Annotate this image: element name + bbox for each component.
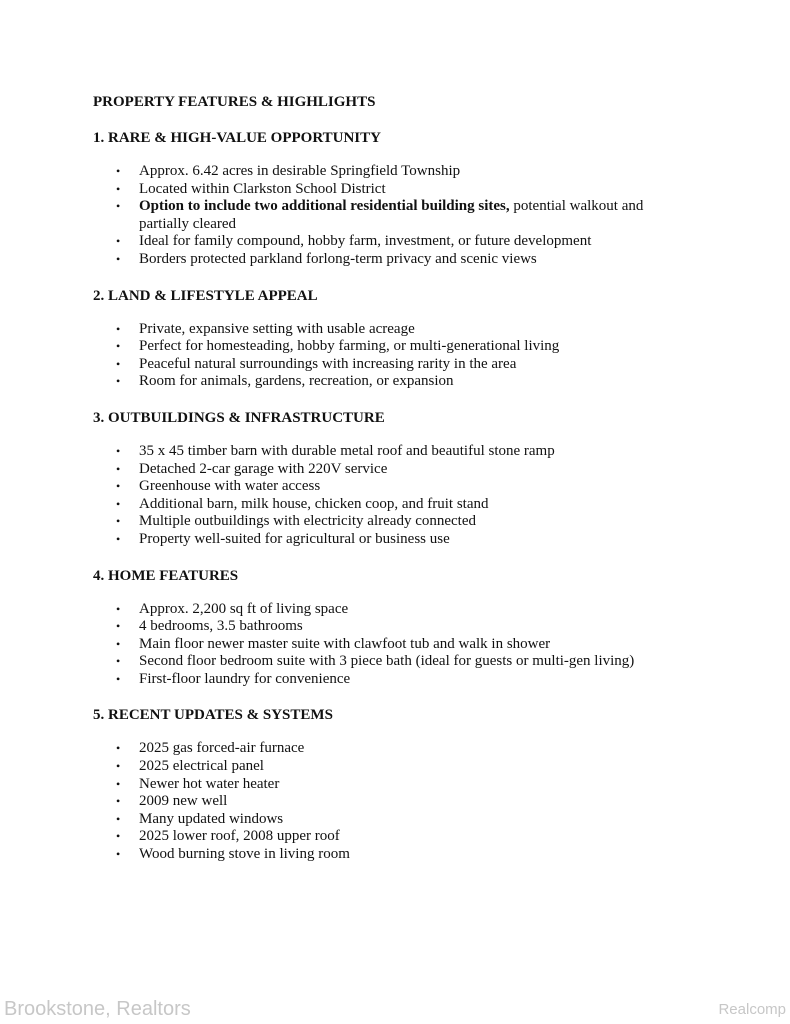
item-text: 2025 electrical panel — [139, 758, 264, 775]
brokerage-watermark: Brookstone, Realtors — [4, 998, 191, 1020]
source-watermark: Realcomp — [718, 1001, 786, 1018]
section-3 — [93, 408, 693, 549]
bullet-icon: • — [116, 811, 121, 826]
bullet-icon: • — [116, 461, 121, 476]
item-text: 35 x 45 timber barn with durable metal roof and beautiful stone ramp — [139, 442, 555, 459]
bullet-list — [93, 163, 693, 269]
section-heading: 5. RECENT UPDATES & SYSTEMS — [93, 707, 333, 724]
item-text: Wood burning stove in living room — [139, 846, 350, 863]
item-text: Peaceful natural surroundings with increasing rarity in the area — [139, 355, 517, 372]
list-item — [93, 443, 693, 461]
bullet-icon: • — [116, 199, 121, 214]
list-item — [93, 356, 693, 374]
list-item — [93, 636, 693, 654]
bullet-icon: • — [116, 164, 121, 178]
bullet-icon: • — [116, 181, 121, 196]
item-text: Many updated windows — [139, 810, 284, 827]
bullet-icon: • — [116, 234, 121, 249]
bullet-icon: • — [116, 759, 121, 774]
item-text: Additional barn, milk house, chicken coop, and fruit stand — [139, 495, 489, 512]
bullet-icon: • — [116, 776, 121, 791]
bullet-icon: • — [116, 339, 121, 354]
item-text: 4 bedrooms, 3.5 bathrooms — [139, 618, 303, 635]
item-text: Private, expansive setting with usable acreage — [139, 320, 415, 337]
item-text: Detached 2-car garage with 220V service — [139, 460, 388, 477]
item-text: Second floor bedroom suite with 3 piece bath (ideal for guests or multi-gen living) — [139, 653, 635, 670]
bullet-icon: • — [116, 531, 121, 546]
list-item — [93, 163, 693, 181]
bullet-icon: • — [116, 496, 121, 511]
bullet-icon: • — [116, 479, 121, 494]
list-item — [93, 758, 693, 776]
bullet-icon: • — [116, 636, 121, 651]
bullet-icon: • — [116, 443, 121, 458]
list-item — [93, 251, 693, 269]
bullet-list — [93, 321, 693, 391]
item-text: 2025 gas forced-air furnace — [139, 740, 305, 757]
list-item — [93, 198, 693, 233]
list-item — [93, 321, 693, 339]
bullet-icon: • — [116, 321, 121, 336]
item-text: Newer hot water heater — [139, 775, 280, 792]
document-body — [93, 92, 693, 881]
bullet-list — [93, 740, 693, 863]
item-text: Ideal for family compound, hobby farm, investment, or future development — [139, 233, 592, 250]
section-heading: 1. RARE & HIGH-VALUE OPPORTUNITY — [93, 130, 381, 146]
list-item — [93, 233, 693, 251]
section-heading: 2. LAND & LIFESTYLE APPEAL — [93, 287, 318, 304]
list-item — [93, 181, 693, 199]
section-heading: 3. OUTBUILDINGS & INFRASTRUCTURE — [93, 409, 385, 426]
item-text: Multiple outbuildings with electricity already connected — [139, 513, 476, 530]
bullet-icon: • — [116, 829, 121, 844]
item-text: Approx. 2,200 sq ft of living space — [139, 600, 349, 617]
item-text: Borders protected parkland forlong-term privacy and scenic views — [139, 250, 537, 267]
section-5 — [93, 705, 693, 863]
list-item — [93, 671, 693, 689]
document-title: PROPERTY FEATURES & HIGHLIGHTS — [93, 94, 376, 110]
bullet-list — [93, 601, 693, 689]
section-heading: 4. HOME FEATURES — [93, 567, 239, 584]
bullet-icon: • — [116, 619, 121, 634]
item-text: First-floor laundry for convenience — [139, 670, 351, 687]
item-text: Main floor newer master suite with clawfoot tub and walk in shower — [139, 635, 551, 652]
list-item — [93, 828, 693, 846]
bullet-icon: • — [116, 847, 121, 862]
section-4 — [93, 566, 693, 689]
bullet-icon: • — [116, 601, 121, 616]
list-item — [93, 653, 693, 671]
list-item — [93, 811, 693, 829]
section-2 — [93, 286, 693, 391]
list-item — [93, 531, 693, 549]
list-item — [93, 338, 693, 356]
bullet-icon: • — [116, 741, 121, 756]
list-item — [93, 601, 693, 619]
bullet-list — [93, 443, 693, 549]
list-item — [93, 618, 693, 636]
list-item — [93, 846, 693, 864]
section-1 — [93, 128, 693, 269]
bullet-icon: • — [116, 374, 121, 389]
bullet-icon: • — [116, 251, 121, 266]
bullet-icon: • — [116, 654, 121, 669]
item-text: Approx. 6.42 acres in desirable Springfield Township — [139, 163, 461, 179]
bullet-icon: • — [116, 671, 121, 686]
item-text: 2025 lower roof, 2008 upper roof — [139, 828, 340, 845]
list-item — [93, 776, 693, 794]
item-text: Room for animals, gardens, recreation, or expansion — [139, 373, 454, 390]
item-text: 2009 new well — [139, 793, 228, 810]
list-item — [93, 461, 693, 479]
item-text: Perfect for homesteading, hobby farming, or multi-generational living — [139, 338, 560, 355]
bullet-icon: • — [116, 356, 121, 371]
list-item — [93, 513, 693, 531]
item-text: potential walkout and partially cleared — [139, 198, 644, 232]
list-item — [93, 496, 693, 514]
list-item — [93, 793, 693, 811]
bullet-icon: • — [116, 794, 121, 809]
bold-text: Option to include two additional residential building sites, — [139, 198, 510, 215]
bullet-icon: • — [116, 514, 121, 529]
sections-container — [93, 128, 693, 864]
item-text: Greenhouse with water access — [139, 478, 321, 495]
list-item — [93, 373, 693, 391]
item-text: Property well-suited for agricultural or business use — [139, 530, 450, 547]
item-text: Located within Clarkston School District — [139, 180, 386, 197]
list-item — [93, 740, 693, 758]
list-item — [93, 478, 693, 496]
